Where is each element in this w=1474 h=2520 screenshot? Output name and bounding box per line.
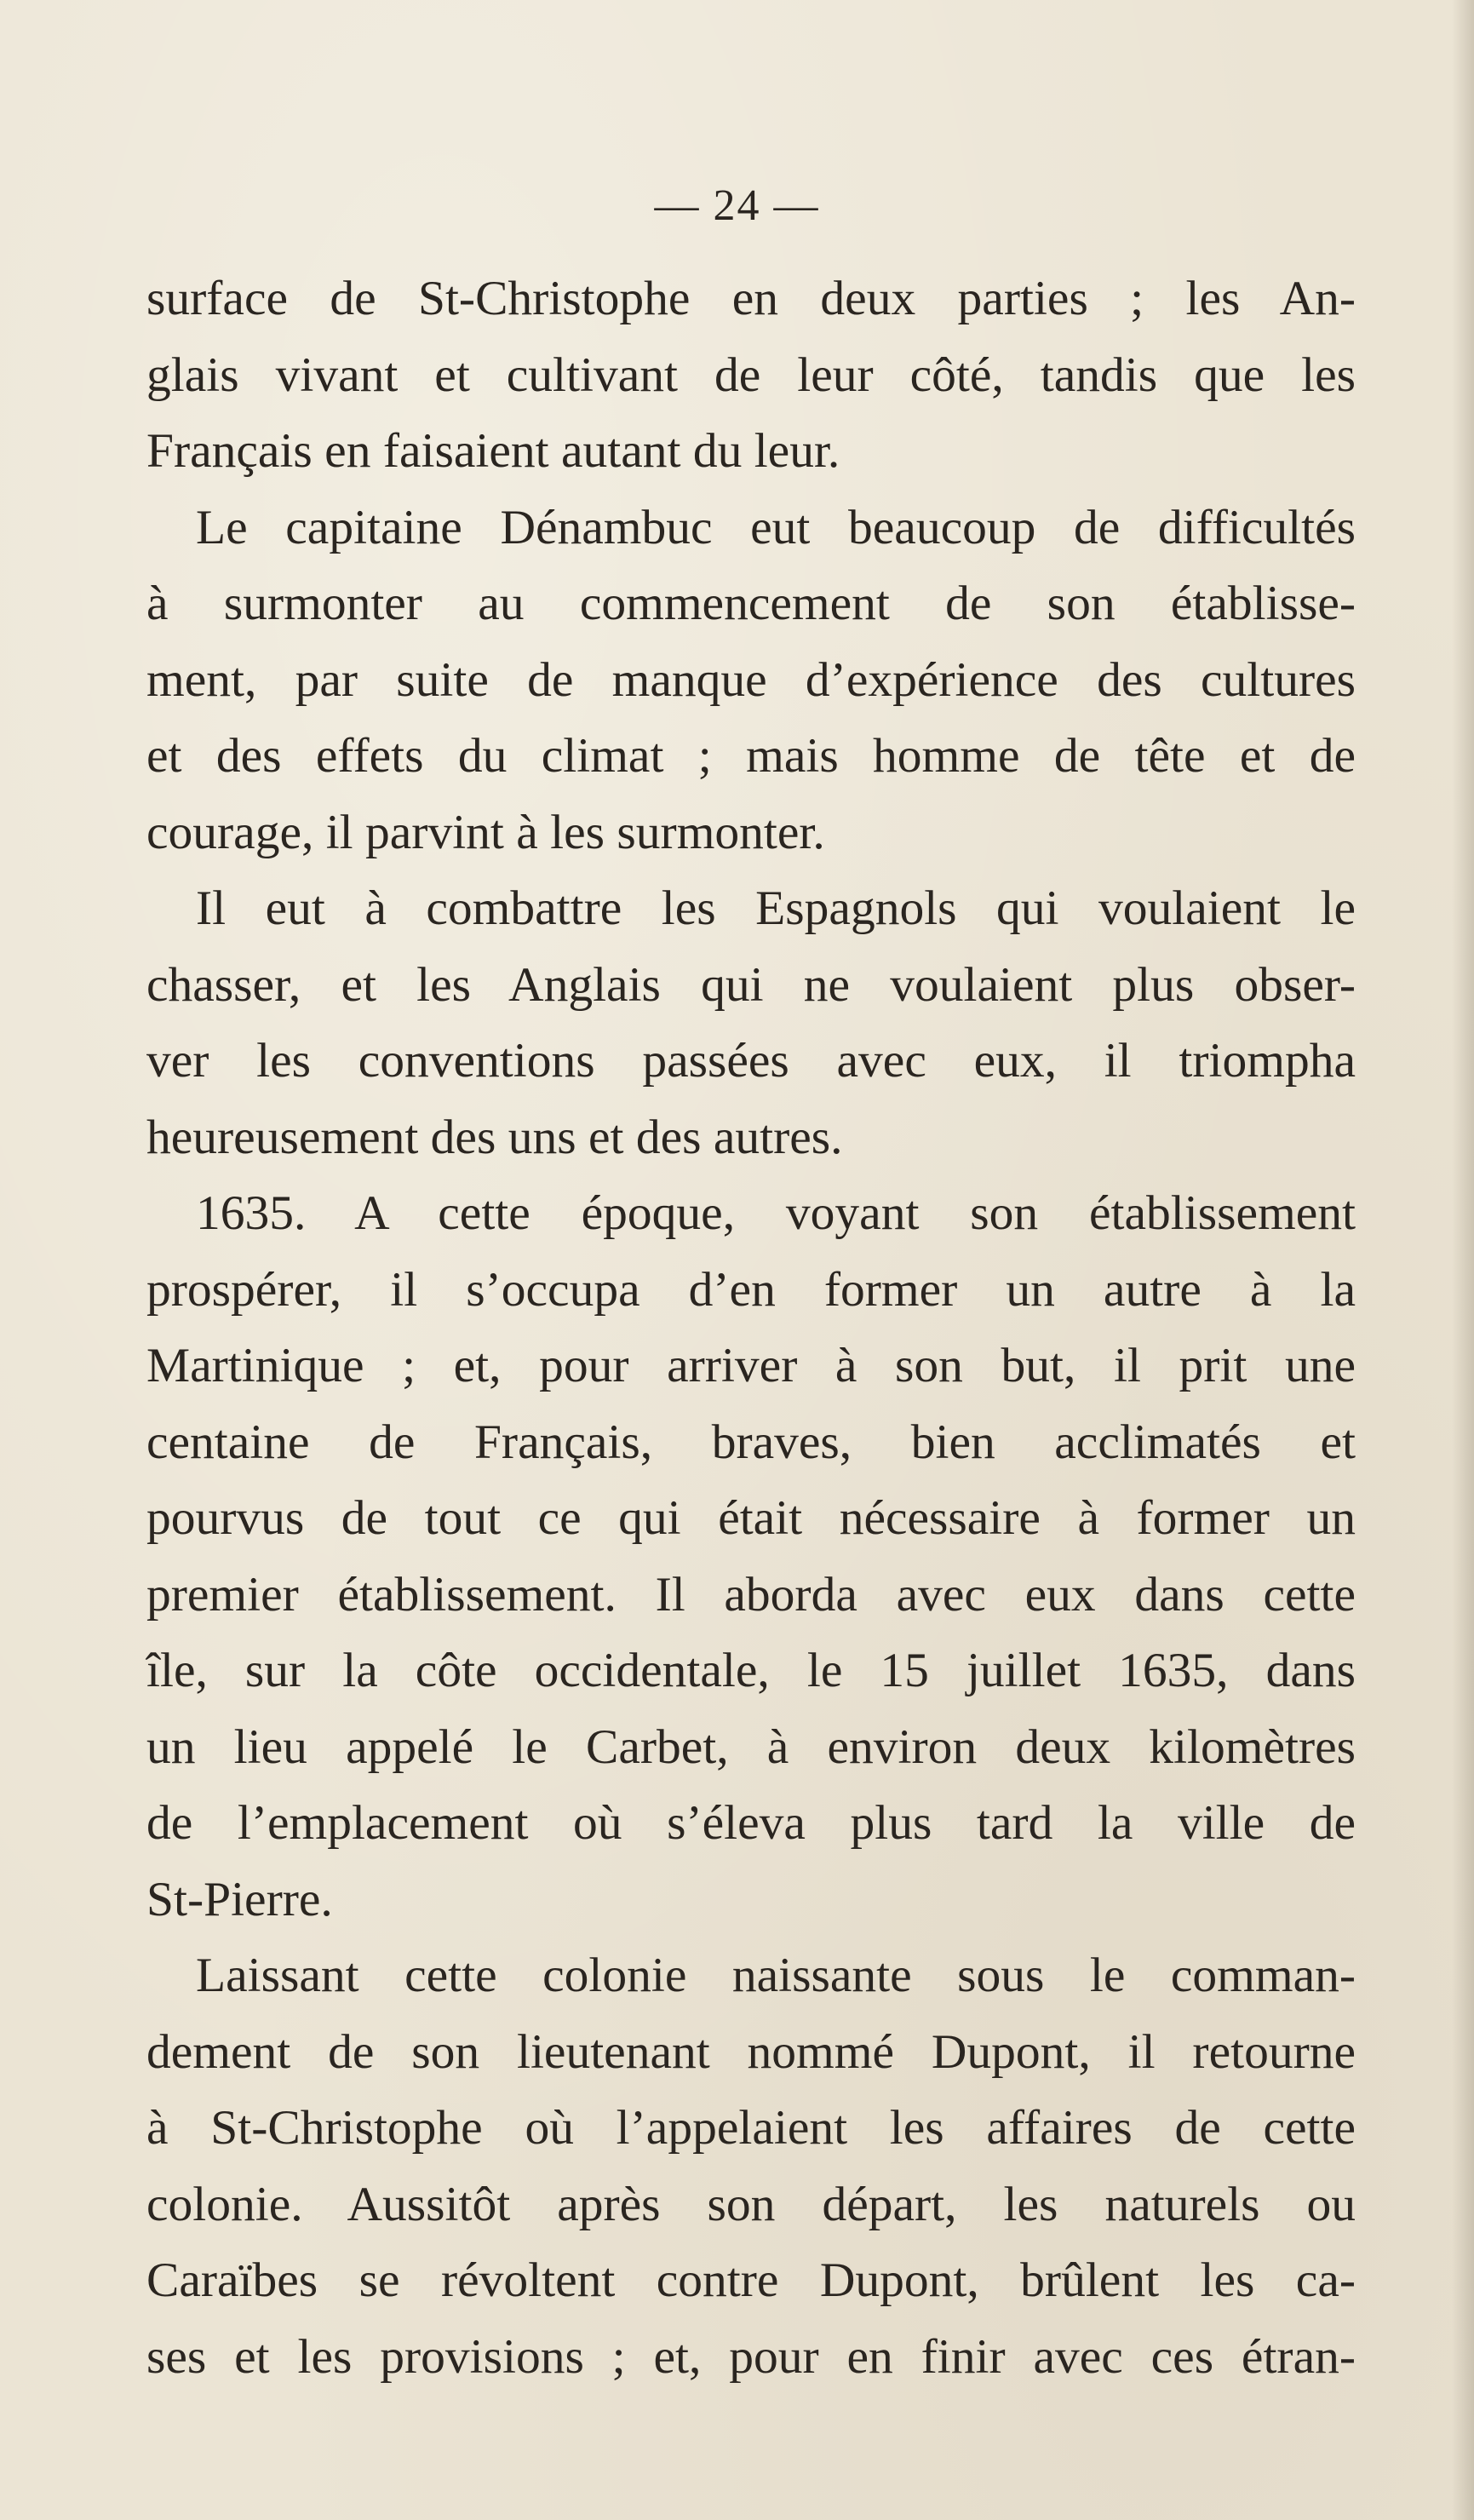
text-line: colonie. Aussitôt après son départ, les naturels ou [146, 2177, 1356, 2231]
text-line: à St-Christophe où l’appelaient les affaires de cette [146, 2101, 1356, 2155]
text-line: surface de St-Christophe en deux parties ; les An- [146, 272, 1356, 325]
text-line: ver les conventions passées avec eux, il triompha [146, 1034, 1356, 1088]
text-line: Martinique ; et, pour arriver à son but, il prit une [146, 1339, 1356, 1392]
text-line: Le capitaine Dénambuc eut beaucoup de difficultés [196, 500, 1356, 554]
text-line: glais vivant et cultivant de leur côté, tandis que les [146, 347, 1356, 402]
text-line: un lieu appelé le Carbet, à environ deux kilomètres [146, 1719, 1356, 1774]
text-line: chasser, et les Anglais qui ne voulaient plus obser- [146, 957, 1356, 1012]
text-line: 1635. A cette époque, voyant son établissement [196, 1186, 1356, 1240]
text-line: heureusement des uns et des autres. [146, 1110, 843, 1164]
text-line: et des effets du climat ; mais homme de tête et de [146, 729, 1356, 783]
text-line: Laissant cette colonie naissante sous le comman- [196, 1949, 1356, 2002]
text-line: pourvus de tout ce qui était nécessaire à former un [146, 1491, 1356, 1545]
page-number: — 24 — [654, 181, 820, 230]
text-line: premier établissement. Il aborda avec eux dans cette [146, 1567, 1356, 1622]
text-line: courage, il parvint à les surmonter. [146, 805, 825, 859]
text-line: Il eut à combattre les Espagnols qui voulaient le [196, 881, 1356, 935]
text-line: île, sur la côte occidentale, le 15 juillet 1635, dans [146, 1644, 1356, 1697]
text-line: prospérer, il s’occupa d’en former un autre à la [146, 1262, 1356, 1317]
text-line: centaine de Français, braves, bien acclimatés et [146, 1415, 1356, 1469]
text-line: Français en faisaient autant du leur. [146, 424, 840, 478]
text-line: de l’emplacement où s’éleva plus tard la ville de [146, 1796, 1356, 1850]
body-text [146, 261, 1356, 2395]
text-line: ses et les provisions ; et, pour en finir avec ces étran- [146, 2329, 1356, 2384]
text-line: dement de son lieutenant nommé Dupont, il retourne [146, 2024, 1356, 2079]
text-line: à surmonter au commencement de son établisse- [146, 577, 1356, 630]
text-line: ment, par suite de manque d’expérience des cultures [146, 652, 1356, 707]
text-line: St-Pierre. [146, 1872, 333, 1926]
page-edge-shadow [1452, 0, 1474, 2520]
text-line: Caraïbes se révoltent contre Dupont, brûlent les ca- [146, 2253, 1356, 2307]
